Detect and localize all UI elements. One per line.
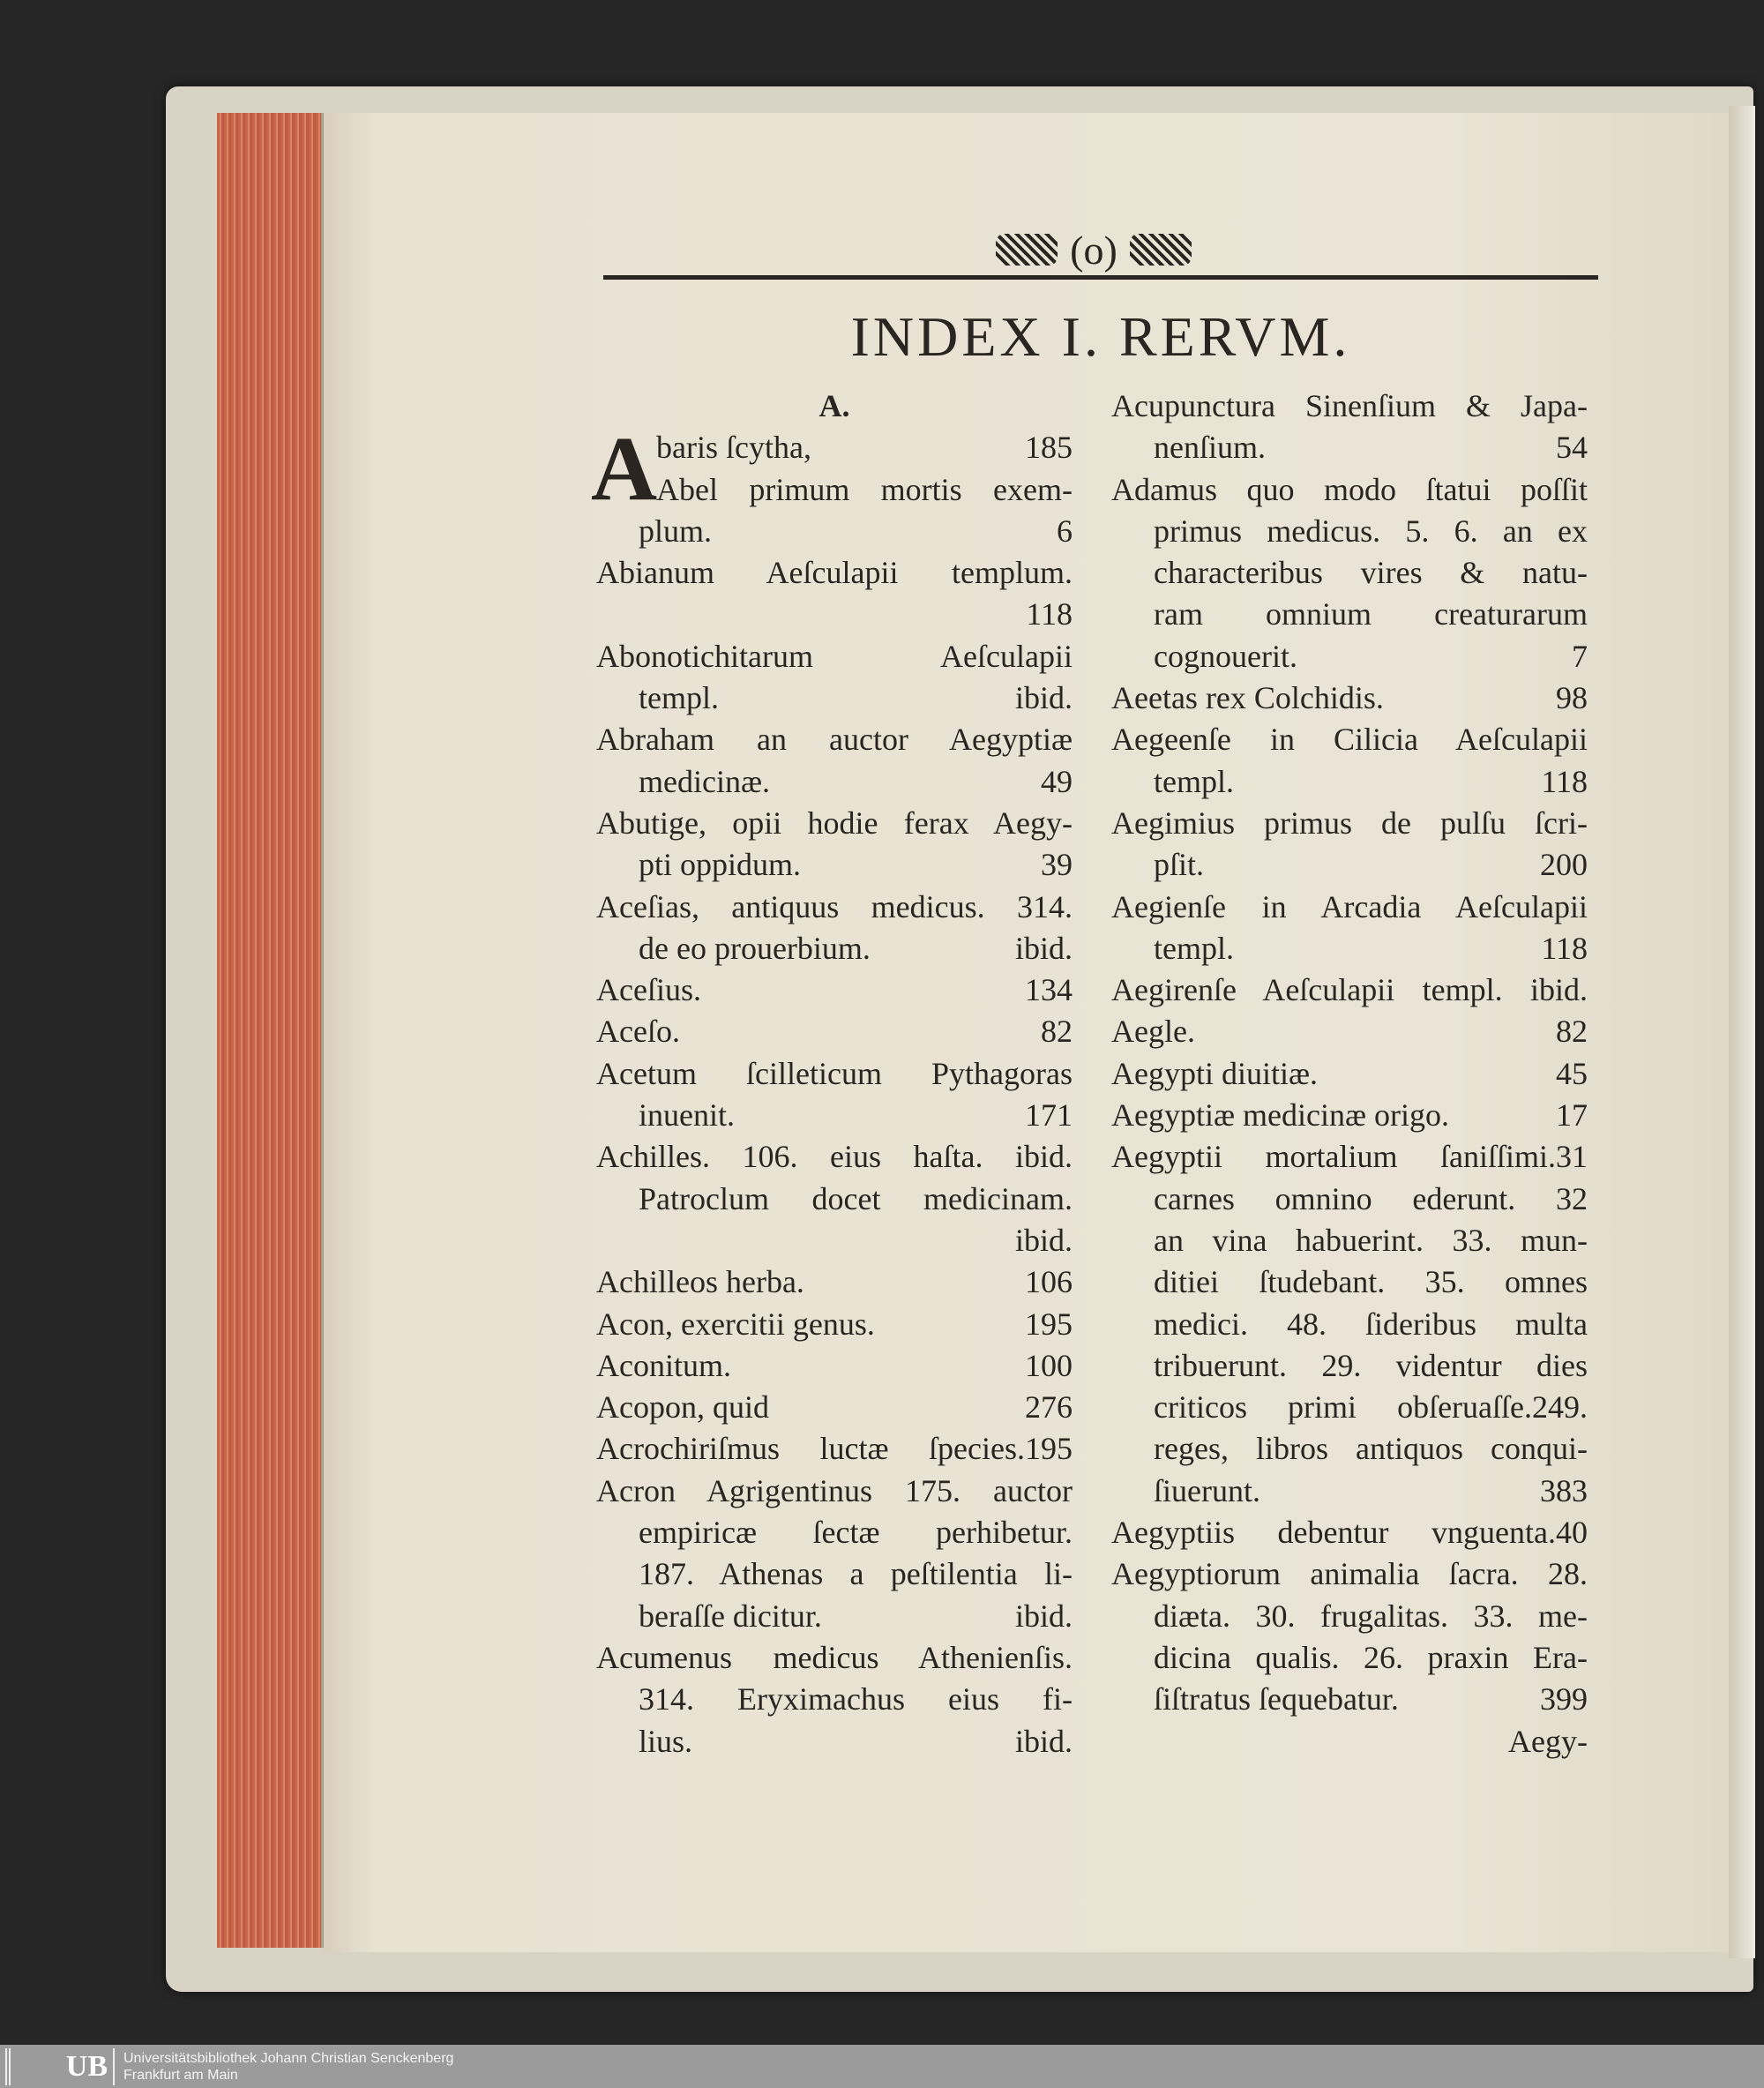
index-entry-line xyxy=(596,552,1073,594)
index-column-right xyxy=(1111,385,1588,1762)
index-entry-line xyxy=(596,1387,1073,1428)
index-entry-line xyxy=(596,1179,1073,1220)
entry-text: Acron Agrigentinus 175. auctor xyxy=(596,1472,1073,1508)
footer-library-name: Universitätsbibliothek Johann Christian Senckenberg xyxy=(123,2050,454,2066)
index-entry-line xyxy=(596,719,1073,760)
index-entry-line xyxy=(596,385,1073,427)
drop-cap: A xyxy=(591,418,658,520)
entry-text: baris ſcytha, xyxy=(656,430,811,466)
index-entry-line xyxy=(1111,1053,1588,1095)
entry-text: templ. xyxy=(639,680,719,716)
entry-text: ditiei ſtudebant. 35. omnes xyxy=(1154,1264,1588,1300)
entry-text: ram omnium creaturarum xyxy=(1154,596,1588,632)
index-entry-line xyxy=(1111,385,1588,427)
index-entry-line xyxy=(596,427,1073,468)
index-entry-line xyxy=(596,1471,1073,1512)
entry-text: Aegimius primus de pulſu ſcri- xyxy=(1111,805,1588,841)
entry-text: criticos primi obſeruaſſe.249. xyxy=(1154,1389,1588,1426)
entry-text: Aegeenſe in Cilicia Aeſculapii xyxy=(1111,722,1588,758)
index-entry-line xyxy=(1111,1721,1588,1762)
index-entry-line xyxy=(1111,427,1588,468)
index-entry-line xyxy=(596,1637,1073,1679)
entry-text: ſiuerunt. xyxy=(1154,1472,1260,1508)
footer-location: Frankfurt am Main xyxy=(123,2067,238,2083)
index-entry-line xyxy=(1111,1136,1588,1178)
entry-text: diæta. 30. frugalitas. 33. me- xyxy=(1154,1598,1588,1634)
entry-text: inuenit. xyxy=(639,1097,735,1134)
page-reference: 45 xyxy=(1556,1055,1588,1091)
page-reference: 171 xyxy=(1025,1097,1073,1134)
index-entry-line xyxy=(1111,887,1588,928)
index-entry-line xyxy=(596,887,1073,928)
index-entry-line xyxy=(596,761,1073,803)
index-entry-line xyxy=(596,803,1073,844)
library-footer xyxy=(0,2045,1764,2088)
entry-text: Aegle. xyxy=(1111,1014,1195,1050)
entry-text: Aegyptiorum animalia ſacra. 28. xyxy=(1111,1556,1588,1592)
header-ornament xyxy=(970,225,1217,274)
index-entry-line xyxy=(1111,761,1588,803)
index-entry-line xyxy=(596,928,1073,969)
index-entry-line xyxy=(1111,677,1588,719)
entry-text: Acrochiriſmus luctæ ſpecies.195 xyxy=(596,1431,1073,1467)
index-entry-line xyxy=(596,469,1073,511)
index-entry-line xyxy=(1111,1220,1588,1261)
entry-text: cognouerit. xyxy=(1154,638,1297,674)
entry-text: primus medicus. 5. 6. an ex xyxy=(1154,513,1588,549)
index-entry-line xyxy=(596,1095,1073,1136)
entry-text: A. xyxy=(818,388,850,423)
next-page-edge xyxy=(1729,106,1755,1958)
page-reference: 49 xyxy=(1041,763,1073,799)
book-fore-edge xyxy=(217,113,324,1948)
entry-text: Patroclum docet medicinam. xyxy=(639,1180,1073,1216)
entry-text: Abraham an auctor Aegyptiæ xyxy=(596,722,1073,758)
header-rule xyxy=(603,275,1598,280)
entry-text: Aegyptiæ medicinæ origo. xyxy=(1111,1097,1449,1134)
entry-text: medici. 48. ſideribus multa xyxy=(1154,1306,1588,1342)
page-reference: 134 xyxy=(1025,972,1073,1008)
index-entry-line xyxy=(1111,844,1588,886)
entry-text: Acumenus medicus Athenienſis. xyxy=(596,1639,1073,1675)
index-entry-line xyxy=(596,636,1073,677)
entry-text: lius. xyxy=(639,1723,693,1759)
index-entry-line xyxy=(596,511,1073,552)
entry-text: Aegyptiis debentur vnguenta.40 xyxy=(1111,1515,1588,1551)
index-entry-line xyxy=(596,1596,1073,1637)
index-entry-line xyxy=(596,1304,1073,1345)
entry-text: Acon, exercitii genus. xyxy=(596,1306,875,1342)
entry-text: Acupunctura Sinenſium & Japa- xyxy=(1111,388,1588,423)
entry-text: Aceſius. xyxy=(596,972,701,1008)
entry-text: Aconitum. xyxy=(596,1347,731,1383)
page-reference: ibid. xyxy=(1014,1598,1073,1634)
entry-text: Aegyptii mortalium ſaniſſimi.31 xyxy=(1111,1139,1588,1175)
index-entry-line xyxy=(596,1721,1073,1762)
page-reference: Aegy- xyxy=(1508,1723,1588,1759)
entry-text: reges, libros antiquos conqui- xyxy=(1154,1431,1588,1467)
page-reference: 98 xyxy=(1556,680,1588,716)
entry-text: Aegirenſe Aeſculapii templ. ibid. xyxy=(1111,972,1588,1008)
index-column-left xyxy=(591,385,1073,1762)
page-reference: 200 xyxy=(1540,847,1588,883)
index-entry-line xyxy=(1111,1011,1588,1052)
entry-text: 187. Athenas a peſtilentia li- xyxy=(639,1556,1073,1592)
index-entry-line xyxy=(596,1553,1073,1595)
index-entry-line xyxy=(596,1512,1073,1553)
page-reference: 106 xyxy=(1025,1264,1073,1300)
index-entry-line xyxy=(596,844,1073,886)
page-reference: 383 xyxy=(1540,1472,1588,1508)
entry-text: nenſium. xyxy=(1154,430,1266,466)
index-entry-line xyxy=(596,1136,1073,1178)
page-reference: ibid. xyxy=(1014,680,1073,716)
index-entry-line xyxy=(1111,1596,1588,1637)
index-entry-line xyxy=(1111,1095,1588,1136)
page-reference: 185 xyxy=(1025,430,1073,466)
page-reference: 276 xyxy=(1025,1389,1073,1426)
index-entry-line xyxy=(1111,1428,1588,1470)
index-entry-line xyxy=(1111,1637,1588,1679)
entry-text: pti oppidum. xyxy=(639,847,802,883)
entry-text: empiricæ ſectæ perhibetur. xyxy=(639,1515,1073,1551)
page-reference: ibid. xyxy=(1014,930,1073,966)
entry-text: pſit. xyxy=(1154,847,1205,883)
entry-text: medicinæ. xyxy=(639,763,770,799)
entry-text: de eo prouerbium. xyxy=(639,930,871,966)
index-entry-line xyxy=(596,594,1073,635)
entry-text: Aceſo. xyxy=(596,1014,680,1050)
entry-text: Abianum Aeſculapii templum. xyxy=(596,555,1073,591)
entry-text: carnes omnino ederunt. 32 xyxy=(1154,1180,1588,1216)
page-reference: 17 xyxy=(1556,1097,1588,1134)
page-reference: 82 xyxy=(1041,1014,1073,1050)
entry-text: plum. xyxy=(639,513,713,549)
index-entry-line xyxy=(596,1679,1073,1720)
entry-text: beraſſe dicitur. xyxy=(639,1598,822,1634)
entry-text: an vina habuerint. 33. mun- xyxy=(1154,1222,1588,1258)
index-entry-line xyxy=(596,1428,1073,1470)
index-entry-line xyxy=(1111,928,1588,969)
page-reference: 118 xyxy=(1541,930,1588,966)
entry-text: Abutige, opii hodie ferax Aegy- xyxy=(596,805,1073,841)
entry-text: Achilles. 106. eius haſta. ibid. xyxy=(596,1139,1073,1175)
index-entry-line xyxy=(1111,552,1588,594)
index-entry-line xyxy=(1111,1679,1588,1720)
page-reference: 100 xyxy=(1025,1347,1073,1383)
page-reference: ibid. xyxy=(1014,1222,1073,1258)
index-entry-line xyxy=(1111,969,1588,1011)
entry-text: tribuerunt. 29. videntur dies xyxy=(1154,1347,1588,1383)
entry-text: Aeetas rex Colchidis. xyxy=(1111,680,1384,716)
ub-logo: UB xyxy=(5,2048,115,2085)
entry-text: Acopon, quid xyxy=(596,1389,769,1426)
page-reference: 54 xyxy=(1556,430,1588,466)
page-reference: 118 xyxy=(1541,763,1588,799)
index-entry-line xyxy=(596,1053,1073,1095)
ornament-right-icon xyxy=(1130,234,1192,266)
index-entry-line xyxy=(1111,1179,1588,1220)
index-entry-line xyxy=(1111,1304,1588,1345)
index-entry-line xyxy=(1111,1553,1588,1595)
index-entry-line xyxy=(1111,1261,1588,1303)
index-entry-line xyxy=(596,677,1073,719)
page-reference: ibid. xyxy=(1014,1723,1073,1759)
index-entry-line xyxy=(1111,719,1588,760)
page-reference: 195 xyxy=(1025,1306,1073,1342)
page-reference: 118 xyxy=(1026,596,1073,632)
entry-text: Abonotichitarum Aeſculapii xyxy=(596,638,1073,674)
entry-text: ſiſtratus ſequebatur. xyxy=(1154,1681,1399,1718)
entry-text: Adamus quo modo ſtatui poſſit xyxy=(1111,471,1588,507)
page-reference: 7 xyxy=(1572,638,1588,674)
index-entry-line xyxy=(1111,1387,1588,1428)
entry-text: 314. Eryximachus eius fi- xyxy=(639,1681,1073,1718)
entry-text: Achilleos herba. xyxy=(596,1264,804,1300)
entry-text: Abel primum mortis exem- xyxy=(656,471,1073,507)
page-reference: 39 xyxy=(1041,847,1073,883)
index-entry-line xyxy=(596,1345,1073,1387)
index-entry-line xyxy=(1111,1512,1588,1553)
ornament-left-icon xyxy=(996,234,1058,266)
index-entry-line xyxy=(596,1261,1073,1303)
entry-text: Aegienſe in Arcadia Aeſculapii xyxy=(1111,888,1588,924)
ornament-center: (o) xyxy=(1070,227,1117,273)
index-entry-line xyxy=(1111,511,1588,552)
index-entry-line xyxy=(596,1011,1073,1052)
index-entry-line xyxy=(1111,469,1588,511)
entry-text: Aegypti diuitiæ. xyxy=(1111,1055,1318,1091)
page-reference: 6 xyxy=(1057,513,1073,549)
entry-text: Aceſias, antiquus medicus. 314. xyxy=(596,888,1073,924)
index-entry-line xyxy=(1111,803,1588,844)
entry-text: Acetum ſcilleticum Pythagoras xyxy=(596,1055,1073,1091)
entry-text: dicina qualis. 26. praxin Era- xyxy=(1154,1639,1588,1675)
index-entry-line xyxy=(1111,636,1588,677)
index-entry-line xyxy=(596,1220,1073,1261)
index-entry-line xyxy=(1111,1471,1588,1512)
index-entry-line xyxy=(1111,1345,1588,1387)
page-reference: 82 xyxy=(1556,1014,1588,1050)
entry-text: characteribus vires & natu- xyxy=(1154,555,1588,591)
entry-text: templ. xyxy=(1154,930,1234,966)
page-reference: 399 xyxy=(1540,1681,1588,1718)
page-title: INDEX I. RERVM. xyxy=(850,305,1351,368)
entry-text: templ. xyxy=(1154,763,1234,799)
index-entry-line xyxy=(1111,594,1588,635)
index-entry-line xyxy=(596,969,1073,1011)
